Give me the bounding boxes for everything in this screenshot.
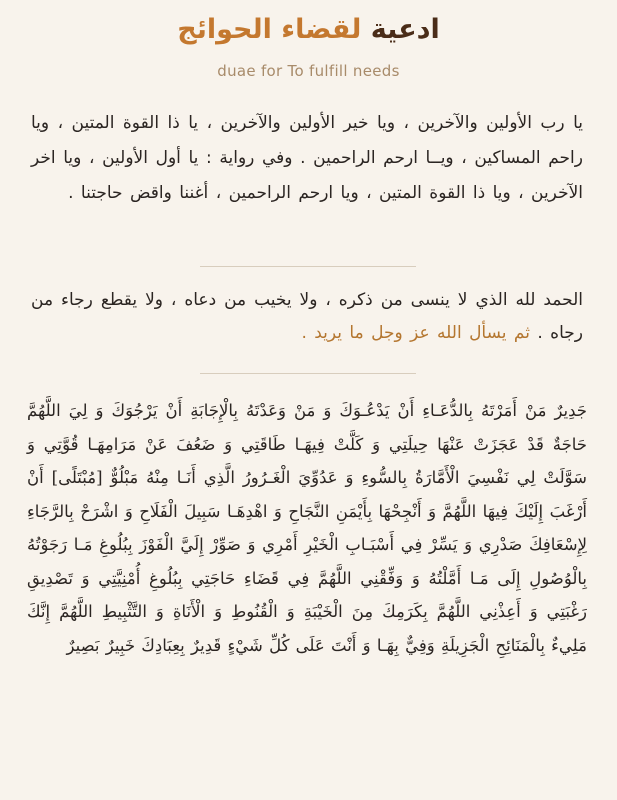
dua-paragraph-2-main: الحمد لله الذي لا ينسى من ذكره ، ولا يخيب من دعاه ، ولا يقطع رجاء من رجاه . [31,290,583,343]
section-divider-1 [200,266,416,267]
title-word-dark: ادعية [370,14,440,45]
section-divider-2 [200,373,416,374]
dua-paragraph-3: جَدِيرٌ مَنْ أَمَرْتَهُ بِالدُّعَـاءِ أَنْ يَدْعُـوَكَ وَ مَنْ وَعَدْتَهُ بِالْإِجَابَةِ أَنْ يَرْجُوَكَ وَ لِيَ اللَّهُمَّ حَاجَةٌ قَدْ عَجَزَتْ عَنْهَا حِيلَتِي وَ كَلَّتْ فِيهَـا طَاقَتِي وَ ضَعُفَ عَنْ مَرَامِهَـا قُوَّتِي وَ سَوَّلَتْ لِي نَفْسِيَ الْأَمَّارَةُ بِالسُّوءِ وَ عَدُوِّيَ الْغَـرُورُ الَّذِي أَنَـا مِنْهُ مَبْلُوٌّ [مُبْتَلًى] أَنْ أَرْغَبَ إِلَيْكَ فِيهَا اللَّهُمَّ وَ أَنْجِحْهَا بِأَيْمَنِ النَّجَاحِ وَ اهْدِهَـا سَبِيلَ الْفَلَاحِ وَ اشْرَحْ بِالرَّجَاءِ لِإِسْعَافِكَ صَدْرِي وَ يَسِّرْ فِي أَسْبَـابِ الْخَيْرِ أَمْرِي وَ صَوِّرْ إِلَيَّ الْفَوْزَ بِبُلُوغِ مَـا رَجَوْتُهُ بِالْوُصُولِ إِلَى مَـا أَمَّلْتُهُ وَ وَفِّقْنِي اللَّهُمَّ فِي قَضَاءِ حَاجَتِي بِبُلُوغِ أُمْنِيَّتِي وَ تَصْدِيقِ رَغْبَتِي وَ أَعِذْنِي اللَّهُمَّ بِكَرَمِكَ مِنَ الْخَيْبَةِ وَ الْقُنُوطِ وَ الْأَنَاةِ وَ التَّثْبِيطِ اللَّهُمَّ إِنَّكَ مَلِيءٌ بِالْمَنَائِحِ الْجَزِيلَةِ وَفِيٌّ بِهَـا وَ أَنْتَ عَلَى كُلِّ شَيْءٍ قَدِيرٌ بِعِبَادِكَ خَبِيرٌ بَصِيرٌ [27,401,587,655]
dua-paragraph-1: يا رب الأولين والآخرين ، ويا خير الأولين والآخرين ، يا ذا القوة المتين ، ويا راحم المساكين ، ويــا ارحم الراحمين . وفي رواية : يا أول الأولين ، ويا اخر الآخرين ، ويا ذا القوة المتين ، ويا ارحم الراحمين ، أغننا واقض حاجتنا . [31,113,583,203]
page-title [0,10,617,50]
title-word-accent: لقضاء الحوائج [177,14,362,45]
dua-paragraph-2-highlight: ثم يسأل الله عز وجل ما يريد . [301,323,530,343]
dua-paragraph-2 [31,284,583,350]
page-subtitle: duae for To fulfill needs [217,62,400,80]
